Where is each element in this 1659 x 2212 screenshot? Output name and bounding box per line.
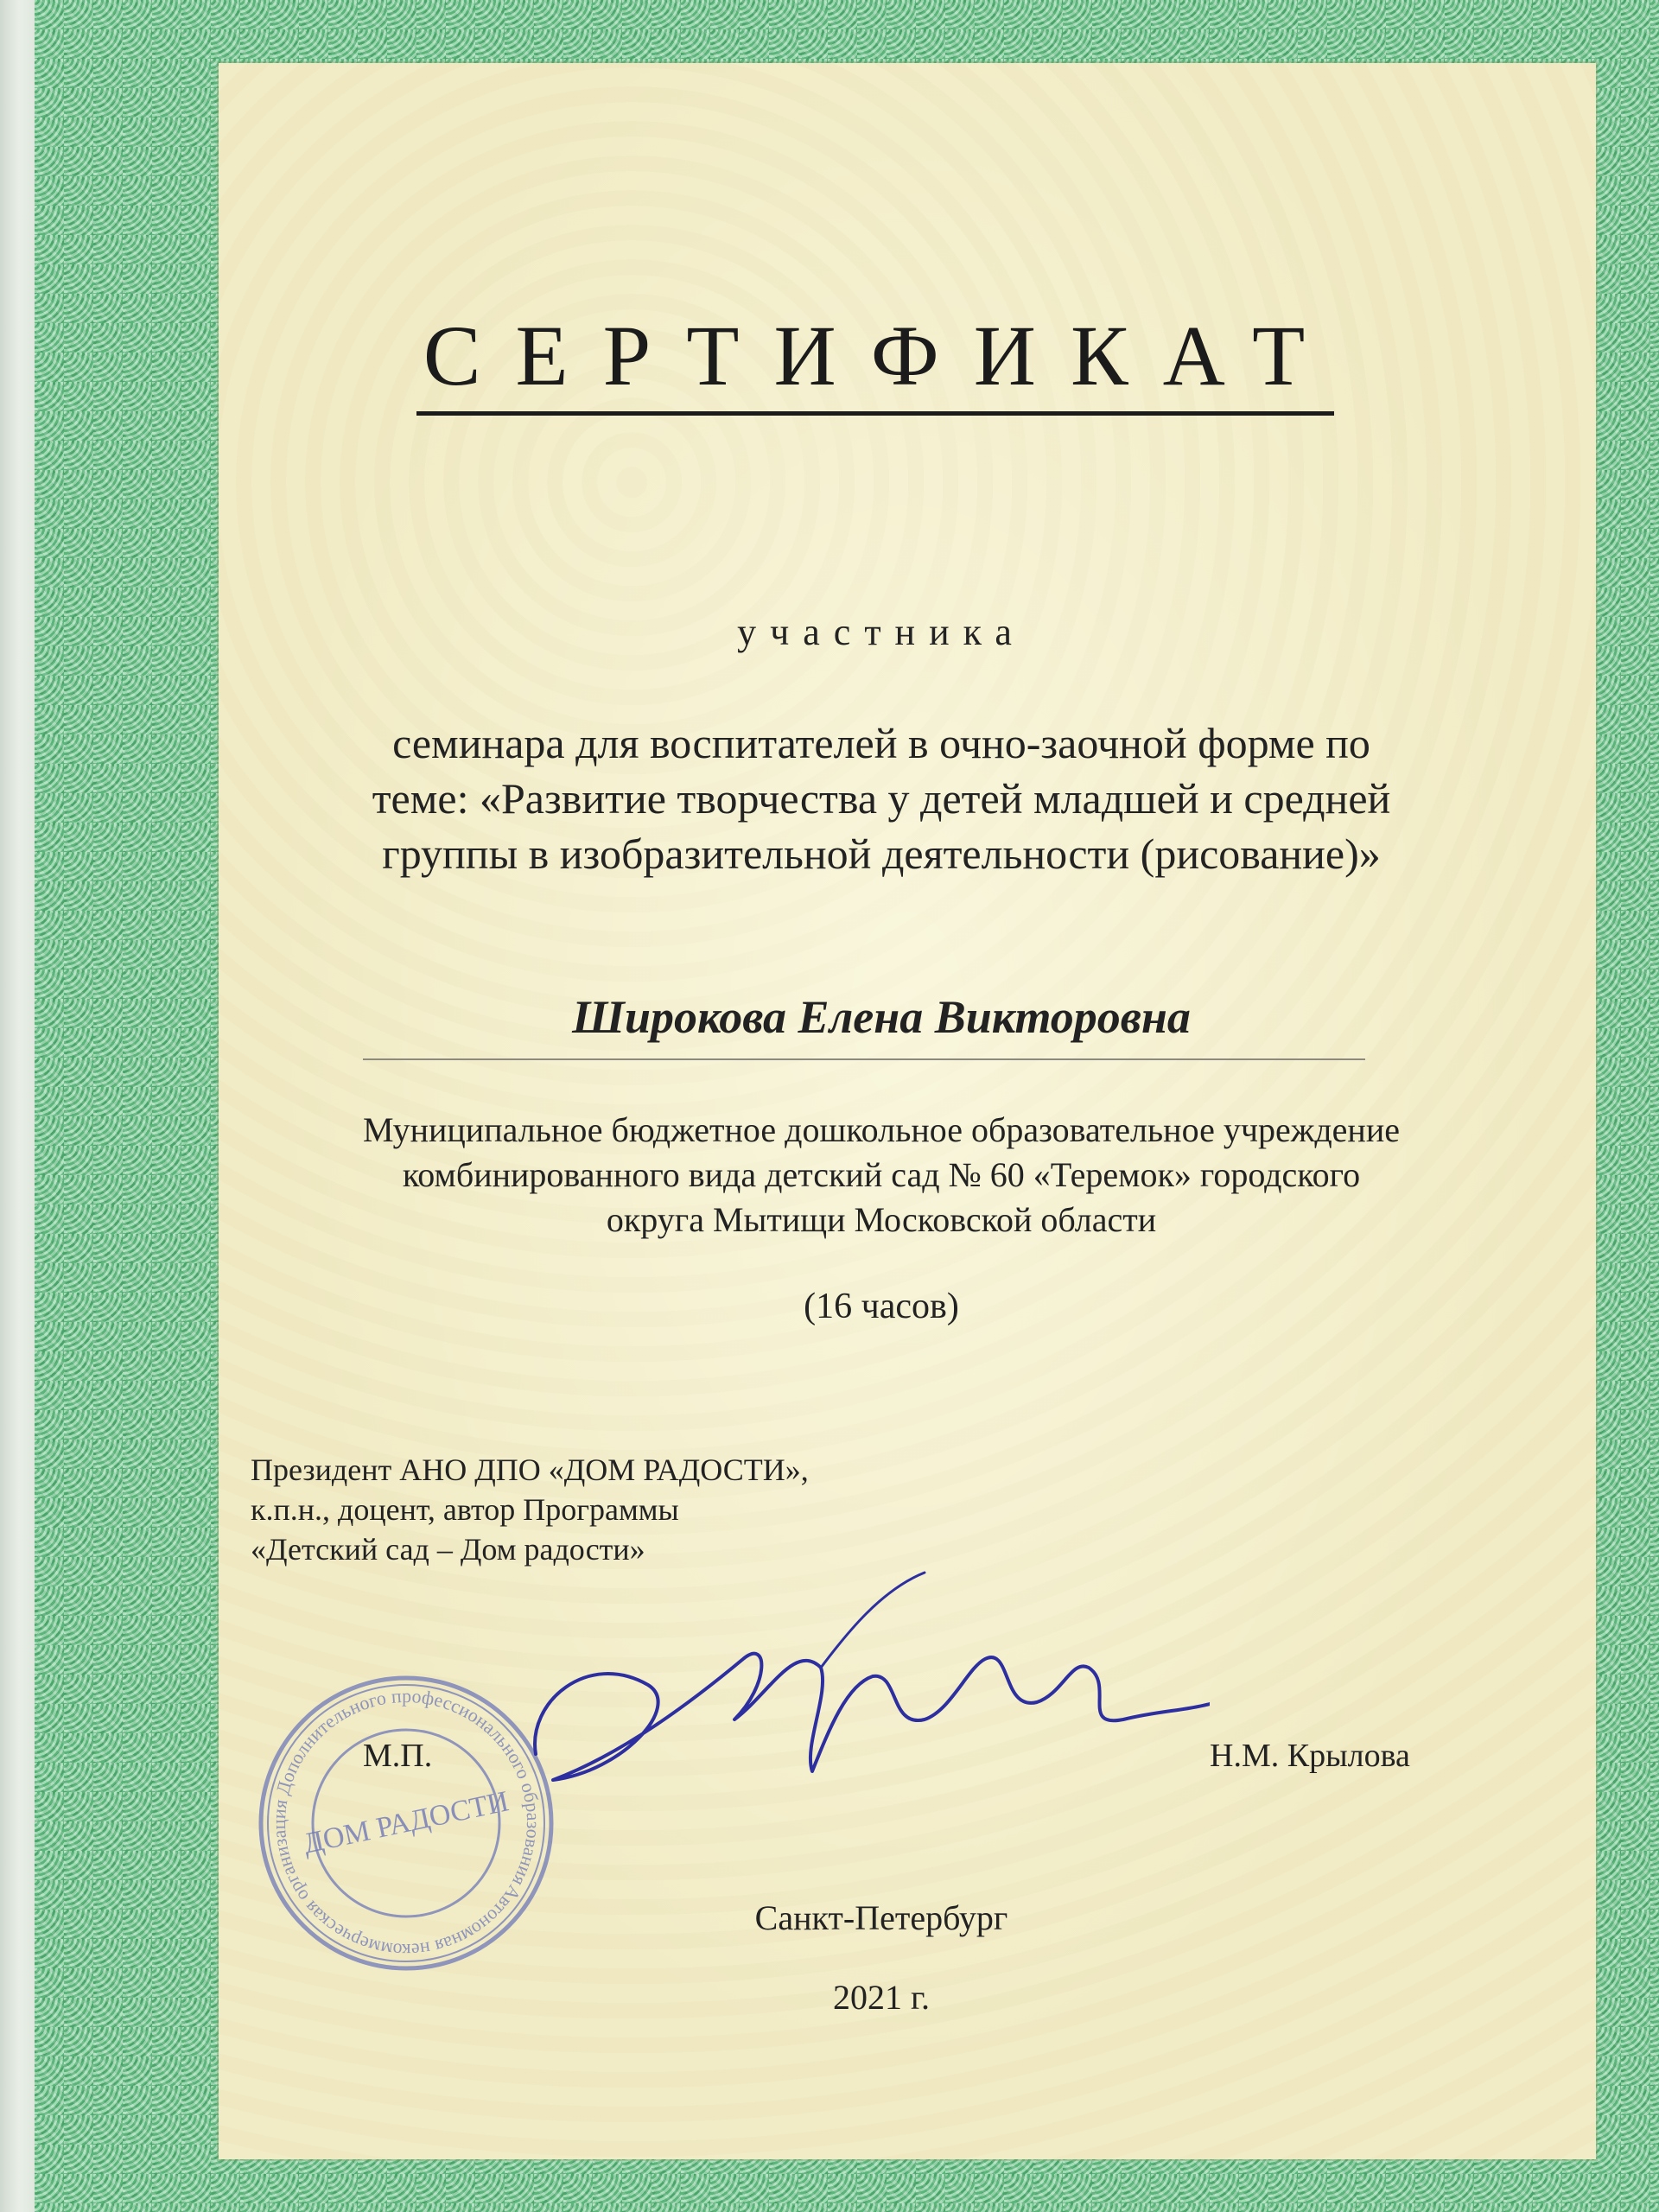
seminar-topic: [259, 715, 1503, 881]
organization-line: комбинированного вида детский сад № 60 «Теремок» городского: [402, 1155, 1361, 1194]
organization-line: Муниципальное бюджетное дошкольное образовательное учреждение: [363, 1110, 1400, 1149]
president-line: «Детский сад – Дом радости»: [251, 1532, 645, 1567]
topic-line: группы в изобразительной деятельности (рисование)»: [382, 830, 1381, 878]
certificate-subtitle: участника: [737, 611, 1026, 653]
issue-year: 2021 г.: [833, 1978, 930, 2017]
organization-stamp: [251, 1668, 562, 1979]
president-line: к.п.н., доцент, автор Программы: [251, 1492, 679, 1527]
issue-city: Санкт-Петербург: [754, 1898, 1008, 1937]
hours: (16 часов): [804, 1287, 959, 1326]
certificate-title: СЕРТИФИКАТ: [423, 308, 1340, 404]
stamp-center-text: ДОМ РАДОСТИ: [300, 1785, 512, 1860]
handwritten-signature: [518, 1555, 1210, 1832]
title-underline: [416, 411, 1334, 416]
stamp-ring-text: Автономная некоммерческая организация Дополнительного профессионального образования: [267, 1684, 545, 1962]
organization: [259, 1108, 1503, 1243]
participant-name: Широкова Елена Викторовна: [572, 991, 1191, 1043]
signer-name: Н.М. Крылова: [1210, 1738, 1410, 1774]
topic-line: семинара для воспитателей в очно-заочной форме по: [392, 719, 1370, 767]
name-underline: [363, 1058, 1365, 1060]
president-line: Президент АНО ДПО «ДОМ РАДОСТИ»,: [251, 1452, 809, 1487]
president-info: [251, 1450, 1028, 1569]
topic-line: теме: «Развитие творчества у детей младшей и средней: [372, 774, 1391, 823]
seal-place-label: М.П.: [363, 1738, 433, 1774]
organization-line: округа Мытищи Московской области: [606, 1200, 1157, 1239]
